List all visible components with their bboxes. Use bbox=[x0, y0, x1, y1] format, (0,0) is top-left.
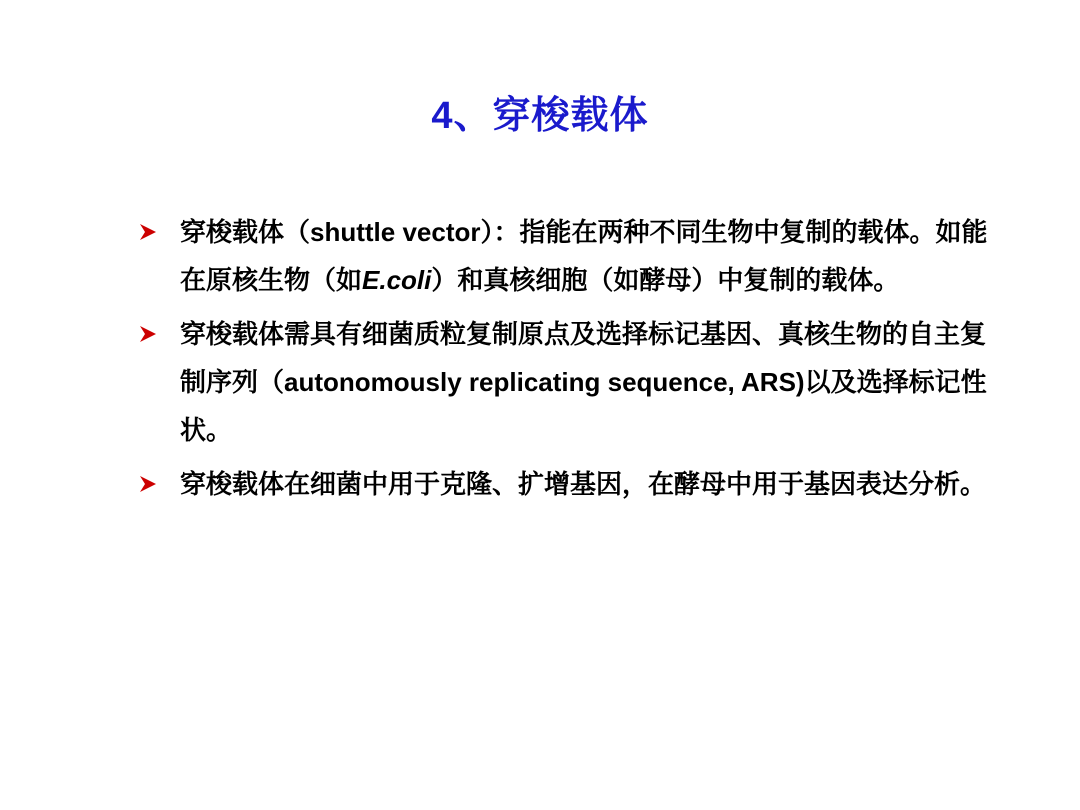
bullet-text-italic-species: E.coli bbox=[362, 265, 432, 295]
arrow-bullet-icon bbox=[138, 208, 162, 256]
bullet-text: 穿梭载体在细菌中用于克隆、扩增基因，在酵母中用于基因表达分析。 bbox=[180, 469, 987, 499]
bullet-item-shuttle-vector-definition bbox=[138, 208, 988, 304]
bullet-text: ）和真核细胞（如酵母）中复制的载体。 bbox=[431, 265, 900, 295]
bullet-text: 穿梭载体（ bbox=[180, 217, 311, 247]
bullet-text: ）：指能在两种不同生物中复制的载体。如能在原核生物（如 bbox=[180, 217, 988, 295]
bullet-item-shuttle-vector-requirements bbox=[138, 310, 988, 454]
bullet-list bbox=[138, 208, 988, 514]
bullet-item-shuttle-vector-uses bbox=[138, 460, 988, 508]
arrow-bullet-icon bbox=[138, 310, 162, 358]
bullet-text-english-term: shuttle vector bbox=[310, 217, 481, 247]
bullet-text: 以及选择标记性状。 bbox=[180, 367, 987, 445]
bullet-text: 穿梭载体需具有细菌质粒复制原点及选择标记基因、真核生物的自主复制序列（ bbox=[180, 319, 987, 397]
slide-title: 4、穿梭载体 bbox=[431, 95, 649, 137]
arrow-bullet-icon bbox=[138, 460, 162, 508]
bullet-text-english-term: autonomously replicating sequence, ARS) bbox=[284, 367, 805, 397]
